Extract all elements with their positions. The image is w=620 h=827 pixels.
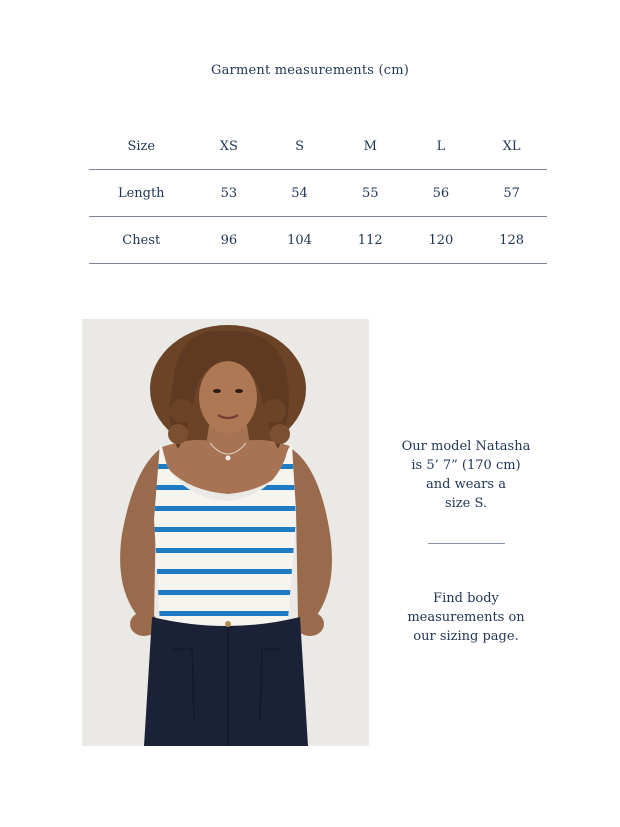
table-header-row: [89, 123, 547, 170]
header-xl: XL: [476, 123, 547, 170]
model-info-line: is 5’ 7” (170 cm): [411, 458, 521, 473]
table-row: [89, 217, 547, 264]
table-cell: 54: [264, 170, 335, 217]
table-cell: 56: [406, 170, 477, 217]
table-cell: 57: [476, 170, 547, 217]
model-info-line: and wears a: [426, 477, 506, 492]
sizing-note-line: our sizing page.: [413, 629, 519, 644]
table-row: [89, 170, 547, 217]
page-title: Garment measurements (cm): [211, 63, 409, 78]
table-cell: 128: [476, 217, 547, 264]
sizing-page-note: [380, 589, 552, 646]
row-label-length: Length: [89, 170, 194, 217]
header-xs: XS: [194, 123, 265, 170]
table-cell: 112: [335, 217, 406, 264]
header-m: M: [335, 123, 406, 170]
table-cell: 55: [335, 170, 406, 217]
sizing-note-line: Find body: [433, 591, 499, 606]
table-cell: 96: [194, 217, 265, 264]
model-info-line: Our model Natasha: [401, 439, 531, 454]
sizing-note-line: measurements on: [407, 610, 525, 625]
row-label-chest: Chest: [89, 217, 194, 264]
divider: [428, 543, 505, 544]
measurement-table: [89, 123, 547, 264]
model-photo: [82, 319, 369, 746]
header-l: L: [406, 123, 477, 170]
table-cell: 53: [194, 170, 265, 217]
table-cell: 104: [264, 217, 335, 264]
model-info: [380, 437, 552, 513]
header-size: Size: [89, 123, 194, 170]
header-s: S: [264, 123, 335, 170]
model-info-line: size S.: [444, 496, 488, 511]
table-cell: 120: [406, 217, 477, 264]
model-illustration: [82, 319, 369, 746]
